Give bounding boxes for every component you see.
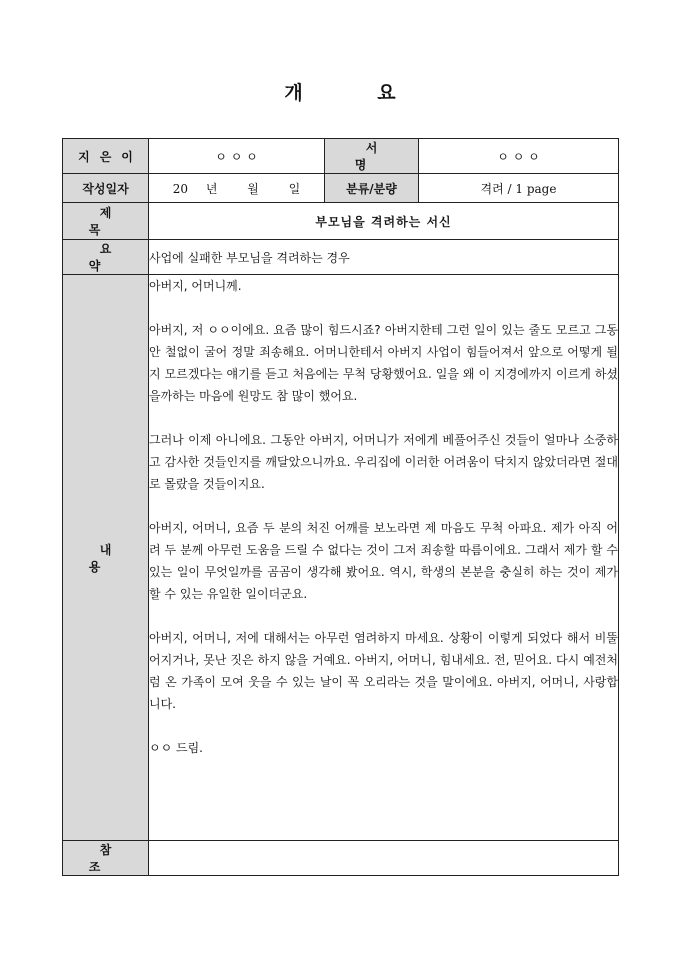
letter-body[interactable]	[149, 275, 619, 841]
category-value[interactable]: 격려 / 1 page	[419, 174, 619, 203]
reference-value[interactable]	[149, 841, 619, 876]
letter-greeting: 아버지, 어머니께.	[149, 279, 242, 293]
letter-paragraph-4: 아버지, 어머니, 저에 대해서는 아무런 염려하지 마세요. 상황이 이렇게 되었다 해서 비뚤어지거나, 못난 짓은 하지 않을 거예요. 아버지, 어머니, 힘내세요. 전, 믿어요. 다시 예전처럼 온 가족이 모여 웃을 수 있는 날이 꼭 오리라는 것을 말이에요. 아버지, 어머니, 사랑합니다.	[149, 631, 618, 711]
content-row	[63, 275, 619, 841]
date-day-unit: 일	[288, 181, 301, 196]
date-row	[63, 174, 619, 203]
content-label: 내 용	[63, 275, 149, 841]
subject-value[interactable]: 부모님을 격려하는 서신	[149, 203, 619, 240]
letter-paragraph-1: 아버지, 저 ㅇㅇ이에요. 요즘 많이 힘드시죠? 아버지한테 그런 일이 있는 줄도 모르고 그동안 철없이 굴어 정말 죄송해요. 어머니한테서 아버지 사업이 힘들어져서 앞으로 어떻게 될지 모르겠다는 얘기를 듣고 처음에는 무척 당황했어요. 일을 왜 이 지경에까지 이르게 하셨을까하는 마음에 원망도 참 많이 했어요.	[149, 323, 618, 403]
date-year-unit: 년	[205, 181, 218, 196]
letter-paragraph-3: 아버지, 어머니, 요즘 두 분의 처진 어깨를 보노라면 제 마음도 무척 아파요. 제가 아직 어려 두 분께 아무런 도움을 드릴 수 없다는 것이 그저 죄송할 따름이에요. 그래서 제가 할 수 있는 일이 무엇일까를 곰곰이 생각해 봤어요. 역시, 학생의 본분을 충실히 하는 것이 제가 할 수 있는 유일한 일이더군요.	[149, 521, 618, 601]
category-label: 분류/분량	[325, 174, 419, 203]
date-month-unit: 월	[247, 181, 259, 196]
subject-row	[63, 203, 619, 240]
author-label: 지은이	[63, 139, 149, 174]
letter-signoff: ㅇㅇ 드림.	[149, 741, 203, 755]
author-value[interactable]: ㅇ ㅇ ㅇ	[149, 139, 325, 174]
page-title: 개 요	[284, 82, 430, 104]
summary-row	[63, 240, 619, 275]
reference-row	[63, 841, 619, 876]
date-label: 작성일자	[63, 174, 149, 203]
summary-value[interactable]: 사업에 실패한 부모님을 격려하는 경우	[149, 240, 619, 275]
outline-form-table	[62, 138, 619, 876]
letter-paragraph-2: 그러나 이제 아니에요. 그동안 아버지, 어머니가 저에게 베풀어주신 것들이 얼마나 소중하고 감사한 것들인지를 깨달았으니까요. 우리집에 이러한 어려움이 닥치지 않았더라면 절대로 몰랐을 것들이지요.	[149, 433, 618, 491]
signature-label: 서 명	[325, 139, 419, 174]
subject-label: 제 목	[63, 203, 149, 240]
signature-value[interactable]: ㅇ ㅇ ㅇ	[419, 139, 619, 174]
date-year: 20	[172, 181, 188, 196]
date-value[interactable]	[149, 174, 325, 203]
author-row	[63, 139, 619, 174]
summary-label: 요 약	[63, 240, 149, 275]
reference-label: 참 조	[63, 841, 149, 876]
